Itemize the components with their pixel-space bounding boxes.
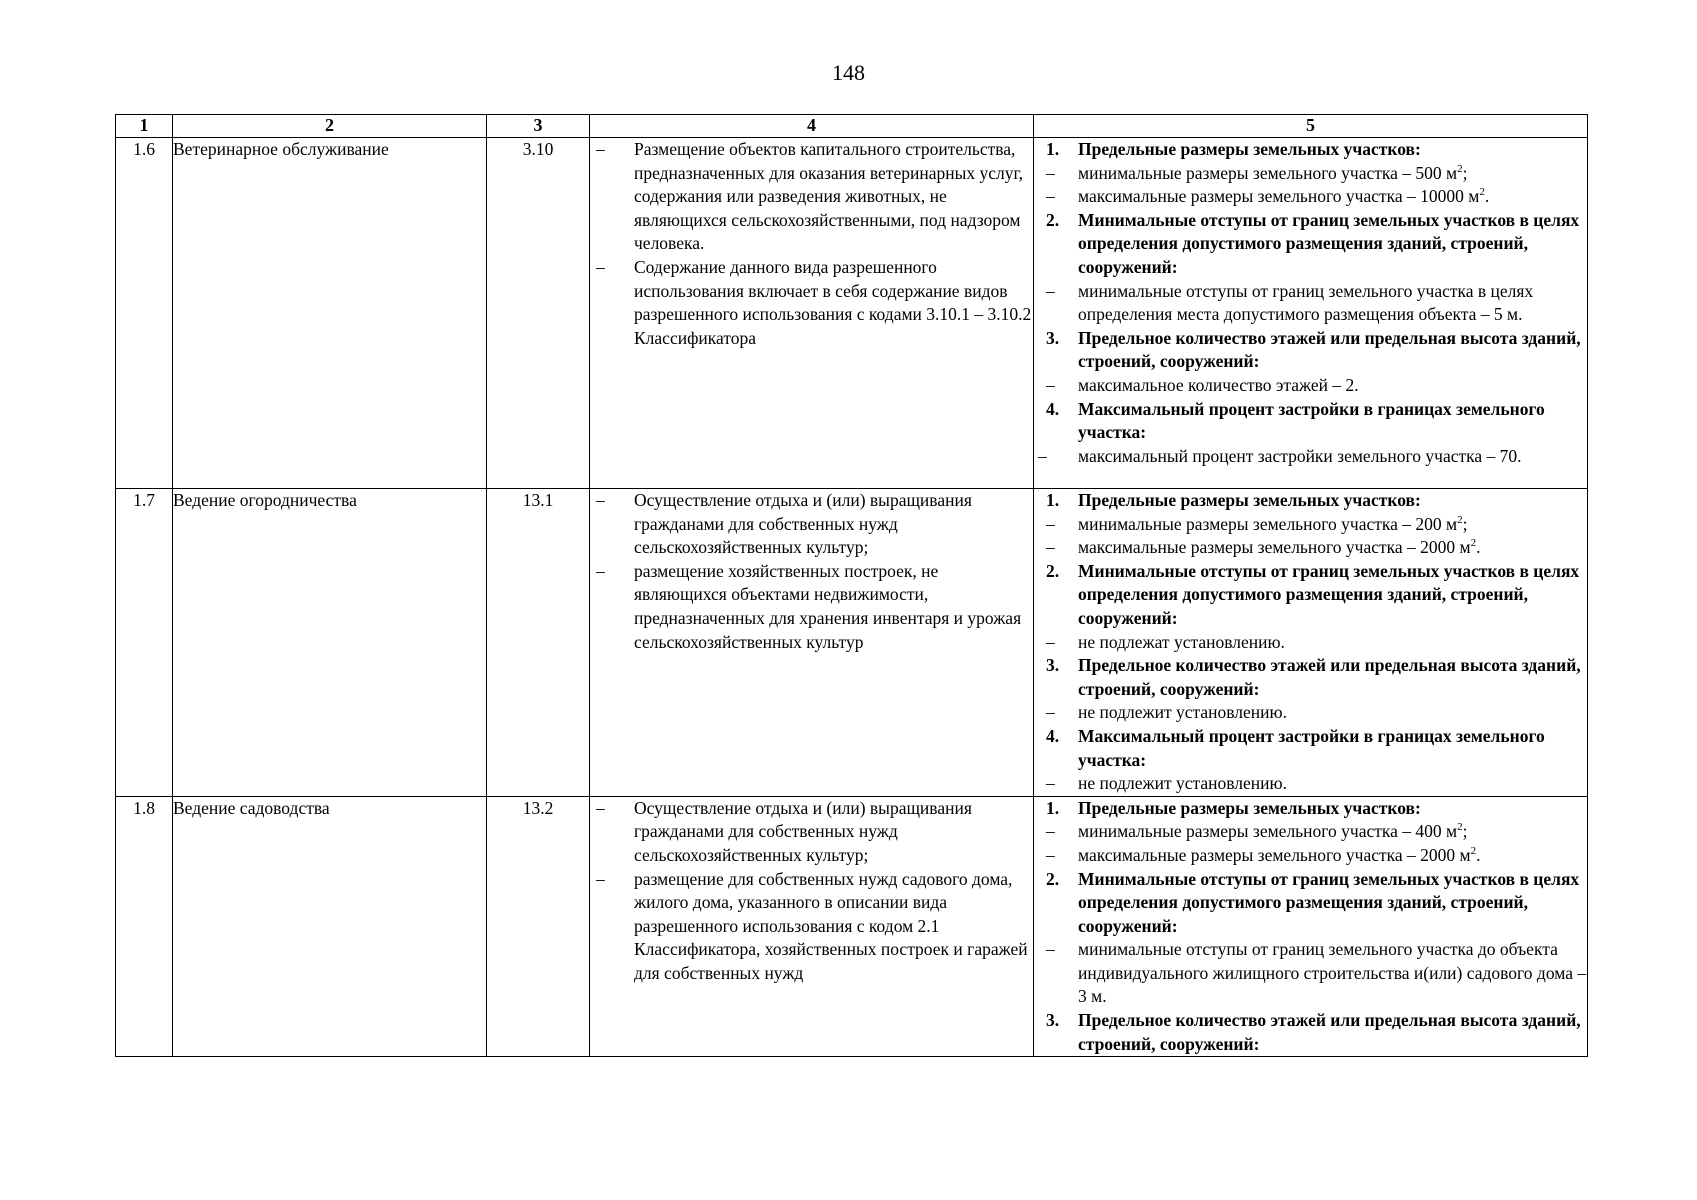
use-description [590, 138, 1034, 489]
use-parameters [1034, 796, 1588, 1057]
parameter-text: минимальные отступы от границ земельного участка до объекта индивидуального жилищного строительства и(или) садового дома – 3 м. [1078, 939, 1587, 1007]
parameter-item [1034, 844, 1587, 868]
parameter-text: максимальное количество этажей – 2. [1078, 374, 1359, 395]
description-item [590, 489, 1033, 560]
parameter-marker: – [1046, 537, 1055, 558]
parameter-text: Максимальный процент застройки в границах земельного участка: [1078, 725, 1545, 770]
parameter-marker: 1. [1046, 139, 1060, 159]
description-text: Содержание данного вида разрешенного использования включает в себя содержание видов разрешенного использования с кодами 3.10.1 – 3.10.2 Классификатора [634, 256, 1032, 348]
parameter-text: максимальные размеры земельного участка – 2000 $м^2$. [1078, 537, 1481, 558]
parameter-marker: 2. [1046, 560, 1060, 581]
parameter-marker: – [1046, 162, 1055, 183]
superscript: 2 [1457, 513, 1463, 526]
parameter-marker: 3. [1046, 1010, 1060, 1031]
parameter-marker: 4. [1046, 725, 1060, 746]
use-name: Ветеринарное обслуживание [173, 138, 487, 489]
parameter-text: минимальные отступы от границ земельного участка в целях определения места допустимого размещения объекта – 5 м. [1078, 280, 1534, 325]
table-row [116, 489, 1588, 797]
parameter-heading [1034, 209, 1587, 280]
parameter-marker: 3. [1046, 327, 1060, 348]
parameter-item [1034, 280, 1587, 327]
parameter-text: максимальные размеры земельного участка – 10000 $м^2$. [1078, 186, 1490, 207]
dash-marker: – [596, 490, 605, 510]
parameter-text: минимальные размеры земельного участка – 500 $м^2$; [1078, 162, 1468, 183]
dash-marker: – [596, 139, 605, 159]
parameter-item [1034, 631, 1587, 655]
parameter-item [1034, 185, 1587, 209]
superscript: 2 [1470, 845, 1477, 858]
description-text: размещение для собственных нужд садового дома, жилого дома, указанного в описании вида разрешенного использования с кодом 2.1 Классификатора, хозяйственных построек и гаражей для собственных нужд [634, 868, 1028, 983]
parameter-text: Предельные размеры земельных участков: [1078, 139, 1421, 159]
parameter-item [1034, 536, 1587, 560]
parameter-marker: – [1046, 513, 1055, 534]
header-cell: 5 [1034, 115, 1588, 138]
page-number: 148 [832, 60, 865, 85]
parameter-text: не подлежат установлению. [1078, 631, 1285, 652]
parameter-heading [1034, 489, 1587, 513]
header-row [116, 115, 1588, 138]
parameter-text: минимальные размеры земельного участка – 400 $м^2$; [1078, 821, 1468, 842]
parameter-item [1034, 772, 1587, 796]
parameter-text: максимальный процент застройки земельного участка – 70. [1078, 445, 1522, 466]
parameter-marker: – [1046, 773, 1055, 794]
parameter-heading [1034, 654, 1587, 701]
header-cell: 3 [487, 115, 590, 138]
table-row [116, 138, 1588, 489]
parameter-heading [1034, 398, 1587, 445]
parameter-heading [1034, 1009, 1587, 1056]
parameter-text: Максимальный процент застройки в границах земельного участка: [1078, 398, 1545, 443]
use-code: 13.2 [487, 796, 590, 1057]
parameter-marker: 3. [1046, 655, 1060, 676]
parameter-item [1034, 445, 1587, 469]
header-cell: 2 [173, 115, 487, 138]
parameter-heading [1034, 797, 1587, 821]
parameter-marker: – [1046, 631, 1055, 652]
parameter-text: Минимальные отступы от границ земельных участков в целях определения допустимого размещения зданий, строений, сооружений: [1078, 209, 1580, 277]
parameter-item [1034, 820, 1587, 844]
parameter-heading [1034, 327, 1587, 374]
parameter-text: не подлежит установлению. [1078, 702, 1287, 723]
use-description [590, 489, 1034, 797]
use-description [590, 796, 1034, 1057]
parameter-marker: – [1046, 374, 1055, 395]
dash-marker: – [596, 868, 605, 889]
dash-marker: – [596, 560, 605, 581]
description-text: Размещение объектов капитального строительства, предназначенных для оказания ветеринарных услуг, содержания или разведения животных, не являющихся сельскохозяйственными, под надзором человека. [634, 139, 1024, 254]
parameter-marker: – [1046, 186, 1055, 207]
description-item [590, 560, 1033, 654]
parameter-text: Предельные размеры земельных участков: [1078, 797, 1421, 818]
parameter-text: Предельные размеры земельных участков: [1078, 490, 1421, 510]
parameter-marker: – [1046, 280, 1055, 301]
parameter-marker: – [1046, 844, 1055, 865]
use-parameters [1034, 489, 1588, 797]
zoning-table [115, 114, 1588, 1057]
superscript: 2 [1457, 821, 1463, 834]
parameter-marker: – [1038, 445, 1047, 466]
description-item [590, 256, 1033, 350]
use-code: 13.1 [487, 489, 590, 797]
description-text: размещение хозяйственных построек, не являющихся объектами недвижимости, предназначенных для хранения инвентаря и урожая сельскохозяйственных культур [634, 560, 1022, 652]
parameter-text: Предельное количество этажей или предельная высота зданий, строений, сооружений: [1078, 1010, 1581, 1054]
parameter-text: минимальные размеры земельного участка – 200 $м^2$; [1078, 513, 1468, 534]
superscript: 2 [1470, 537, 1477, 550]
parameter-text: Минимальные отступы от границ земельных участков в целях определения допустимого размещения зданий, строений, сооружений: [1078, 868, 1580, 936]
header-cell: 4 [590, 115, 1034, 138]
parameter-text: максимальные размеры земельного участка – 2000 $м^2$. [1078, 844, 1481, 865]
parameter-marker: – [1046, 821, 1055, 842]
use-parameters [1034, 138, 1588, 489]
parameter-marker: 4. [1046, 398, 1060, 419]
row-number: 1.6 [116, 138, 173, 489]
parameter-heading [1034, 725, 1587, 772]
header-cell: 1 [116, 115, 173, 138]
parameter-item [1034, 513, 1587, 537]
use-name: Ведение садоводства [173, 796, 487, 1057]
description-item [590, 797, 1033, 868]
dash-marker: – [596, 256, 605, 277]
use-code: 3.10 [487, 138, 590, 489]
description-item [590, 868, 1033, 986]
parameter-item [1034, 701, 1587, 725]
table-row [116, 796, 1588, 1057]
superscript: 2 [1457, 162, 1463, 175]
parameter-heading [1034, 138, 1587, 162]
parameter-text: Минимальные отступы от границ земельных участков в целях определения допустимого размещения зданий, строений, сооружений: [1078, 560, 1580, 628]
parameter-heading [1034, 868, 1587, 939]
use-name: Ведение огородничества [173, 489, 487, 797]
row-number: 1.7 [116, 489, 173, 797]
row-number: 1.8 [116, 796, 173, 1057]
parameter-item [1034, 162, 1587, 186]
description-text: Осуществление отдыха и (или) выращивания гражданами для собственных нужд сельскохозяйственных культур; [634, 490, 972, 558]
dash-marker: – [596, 797, 605, 818]
parameter-marker: – [1046, 939, 1055, 960]
description-text: Осуществление отдыха и (или) выращивания гражданами для собственных нужд сельскохозяйственных культур; [634, 797, 972, 865]
parameter-heading [1034, 560, 1587, 631]
parameter-marker: 1. [1046, 797, 1060, 818]
parameter-marker: 2. [1046, 868, 1060, 889]
parameter-text: Предельное количество этажей или предельная высота зданий, строений, сооружений: [1078, 655, 1581, 699]
parameter-marker: – [1046, 702, 1055, 723]
description-item [590, 138, 1033, 256]
parameter-marker: 1. [1046, 490, 1060, 510]
parameter-text: Предельное количество этажей или предельная высота зданий, строений, сооружений: [1078, 327, 1581, 372]
parameter-item [1034, 938, 1587, 1009]
parameter-marker: 2. [1046, 209, 1060, 230]
parameter-item [1034, 374, 1587, 398]
superscript: 2 [1479, 186, 1485, 199]
parameter-text: не подлежит установлению. [1078, 773, 1287, 794]
